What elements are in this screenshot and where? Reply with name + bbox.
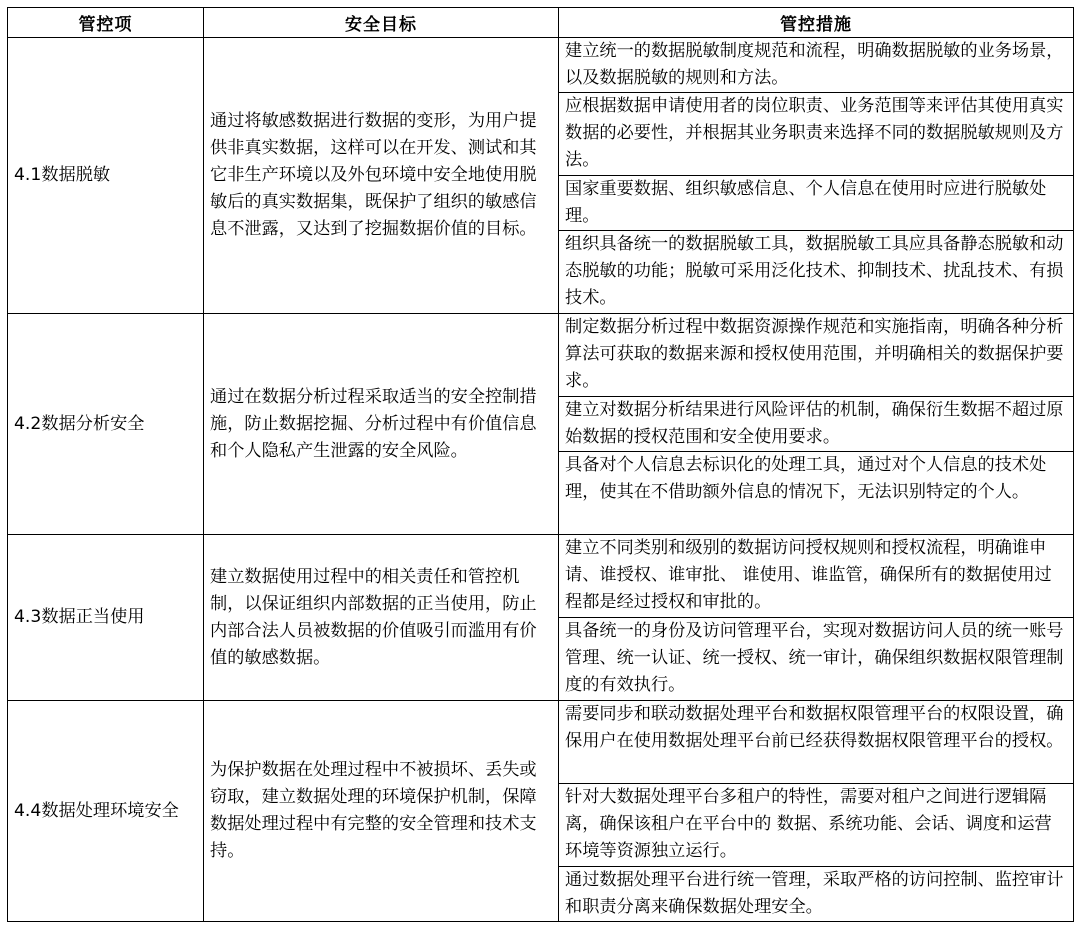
measure-cell: 应根据数据申请使用者的岗位职责、业务范围等来评估其使用真实数据的必要性，并根据其业务职责来选择不同的数据脱敏规则及方法。 bbox=[559, 93, 1074, 176]
security-goal-cell: 为保护数据在处理过程中不被损坏、丢失或窃取，建立数据处理的环境保护机制，保障数据处理过程中有完整的安全管理和技术支持。 bbox=[204, 701, 559, 922]
security-goal-cell: 通过将敏感数据进行数据的变形，为用户提供非真实数据，这样可以在开发、测试和其它非生产环境以及外包环境中安全地使用脱敏后的真实数据集，既保护了组织的敏感信息不泄露，又达到了挖掘数据价值的目标。 bbox=[204, 38, 559, 314]
measure-cell: 具备统一的身份及访问管理平台，实现对数据访问人员的统一账号管理、统一认证、统一授权、统一审计，确保组织数据权限管理制度的有效执行。 bbox=[559, 618, 1074, 701]
security-goal-cell: 建立数据使用过程中的相关责任和管控机制，以保证组织内部数据的正当使用，防止内部合法人员被数据的价值吸引而滥用有价值的敏感数据。 bbox=[204, 535, 559, 701]
control-item-cell: 4.4数据处理环境安全 bbox=[8, 701, 204, 922]
measure-cell: 建立对数据分析结果进行风险评估的机制，确保衍生数据不超过原始数据的授权范围和安全使用要求。 bbox=[559, 397, 1074, 452]
header-security-goal: 安全目标 bbox=[204, 8, 559, 38]
security-goal-cell: 通过在数据分析过程采取适当的安全控制措施，防止数据挖掘、分析过程中有价值信息和个人隐私产生泄露的安全风险。 bbox=[204, 314, 559, 535]
control-item-cell: 4.1数据脱敏 bbox=[8, 38, 204, 314]
measure-cell: 建立不同类别和级别的数据访问授权规则和授权流程，明确谁申请、谁授权、谁审批、 谁使用、谁监管，确保所有的数据使用过程都是经过授权和审批的。 bbox=[559, 535, 1074, 618]
measure-cell: 通过数据处理平台进行统一管理，采取严格的访问控制、监控审计和职责分离来确保数据处理安全。 bbox=[559, 867, 1074, 922]
measure-cell: 组织具备统一的数据脱敏工具，数据脱敏工具应具备静态脱敏和动态脱敏的功能；脱敏可采用泛化技术、抑制技术、扰乱技术、有损技术。 bbox=[559, 231, 1074, 314]
measure-cell: 制定数据分析过程中数据资源操作规范和实施指南，明确各种分析算法可获取的数据来源和授权使用范围，并明确相关的数据保护要求。 bbox=[559, 314, 1074, 397]
measure-cell: 针对大数据处理平台多租户的特性，需要对租户之间进行逻辑隔离，确保该租户在平台中的 数据、系统功能、会话、调度和运营环境等资源独立运行。 bbox=[559, 784, 1074, 867]
table-row bbox=[8, 314, 1074, 397]
measure-cell: 国家重要数据、组织敏感信息、个人信息在使用时应进行脱敏处理。 bbox=[559, 176, 1074, 231]
measure-cell: 建立统一的数据脱敏制度规范和流程，明确数据脱敏的业务场景，以及数据脱敏的规则和方法。 bbox=[559, 38, 1074, 93]
table-row bbox=[8, 701, 1074, 784]
table-row bbox=[8, 535, 1074, 618]
measure-cell: 需要同步和联动数据处理平台和数据权限管理平台的权限设置，确保用户在使用数据处理平台前已经获得数据权限管理平台的授权。 bbox=[559, 701, 1074, 784]
control-item-cell: 4.2数据分析安全 bbox=[8, 314, 204, 535]
control-item-cell: 4.3数据正当使用 bbox=[8, 535, 204, 701]
header-control-measures: 管控措施 bbox=[559, 8, 1074, 38]
header-control-item: 管控项 bbox=[8, 8, 204, 38]
control-table bbox=[7, 7, 1074, 922]
table-row bbox=[8, 38, 1074, 93]
header-row bbox=[8, 8, 1074, 38]
measure-cell: 具备对个人信息去标识化的处理工具，通过对个人信息的技术处理，使其在不借助额外信息的情况下，无法识别特定的个人。 bbox=[559, 452, 1074, 535]
